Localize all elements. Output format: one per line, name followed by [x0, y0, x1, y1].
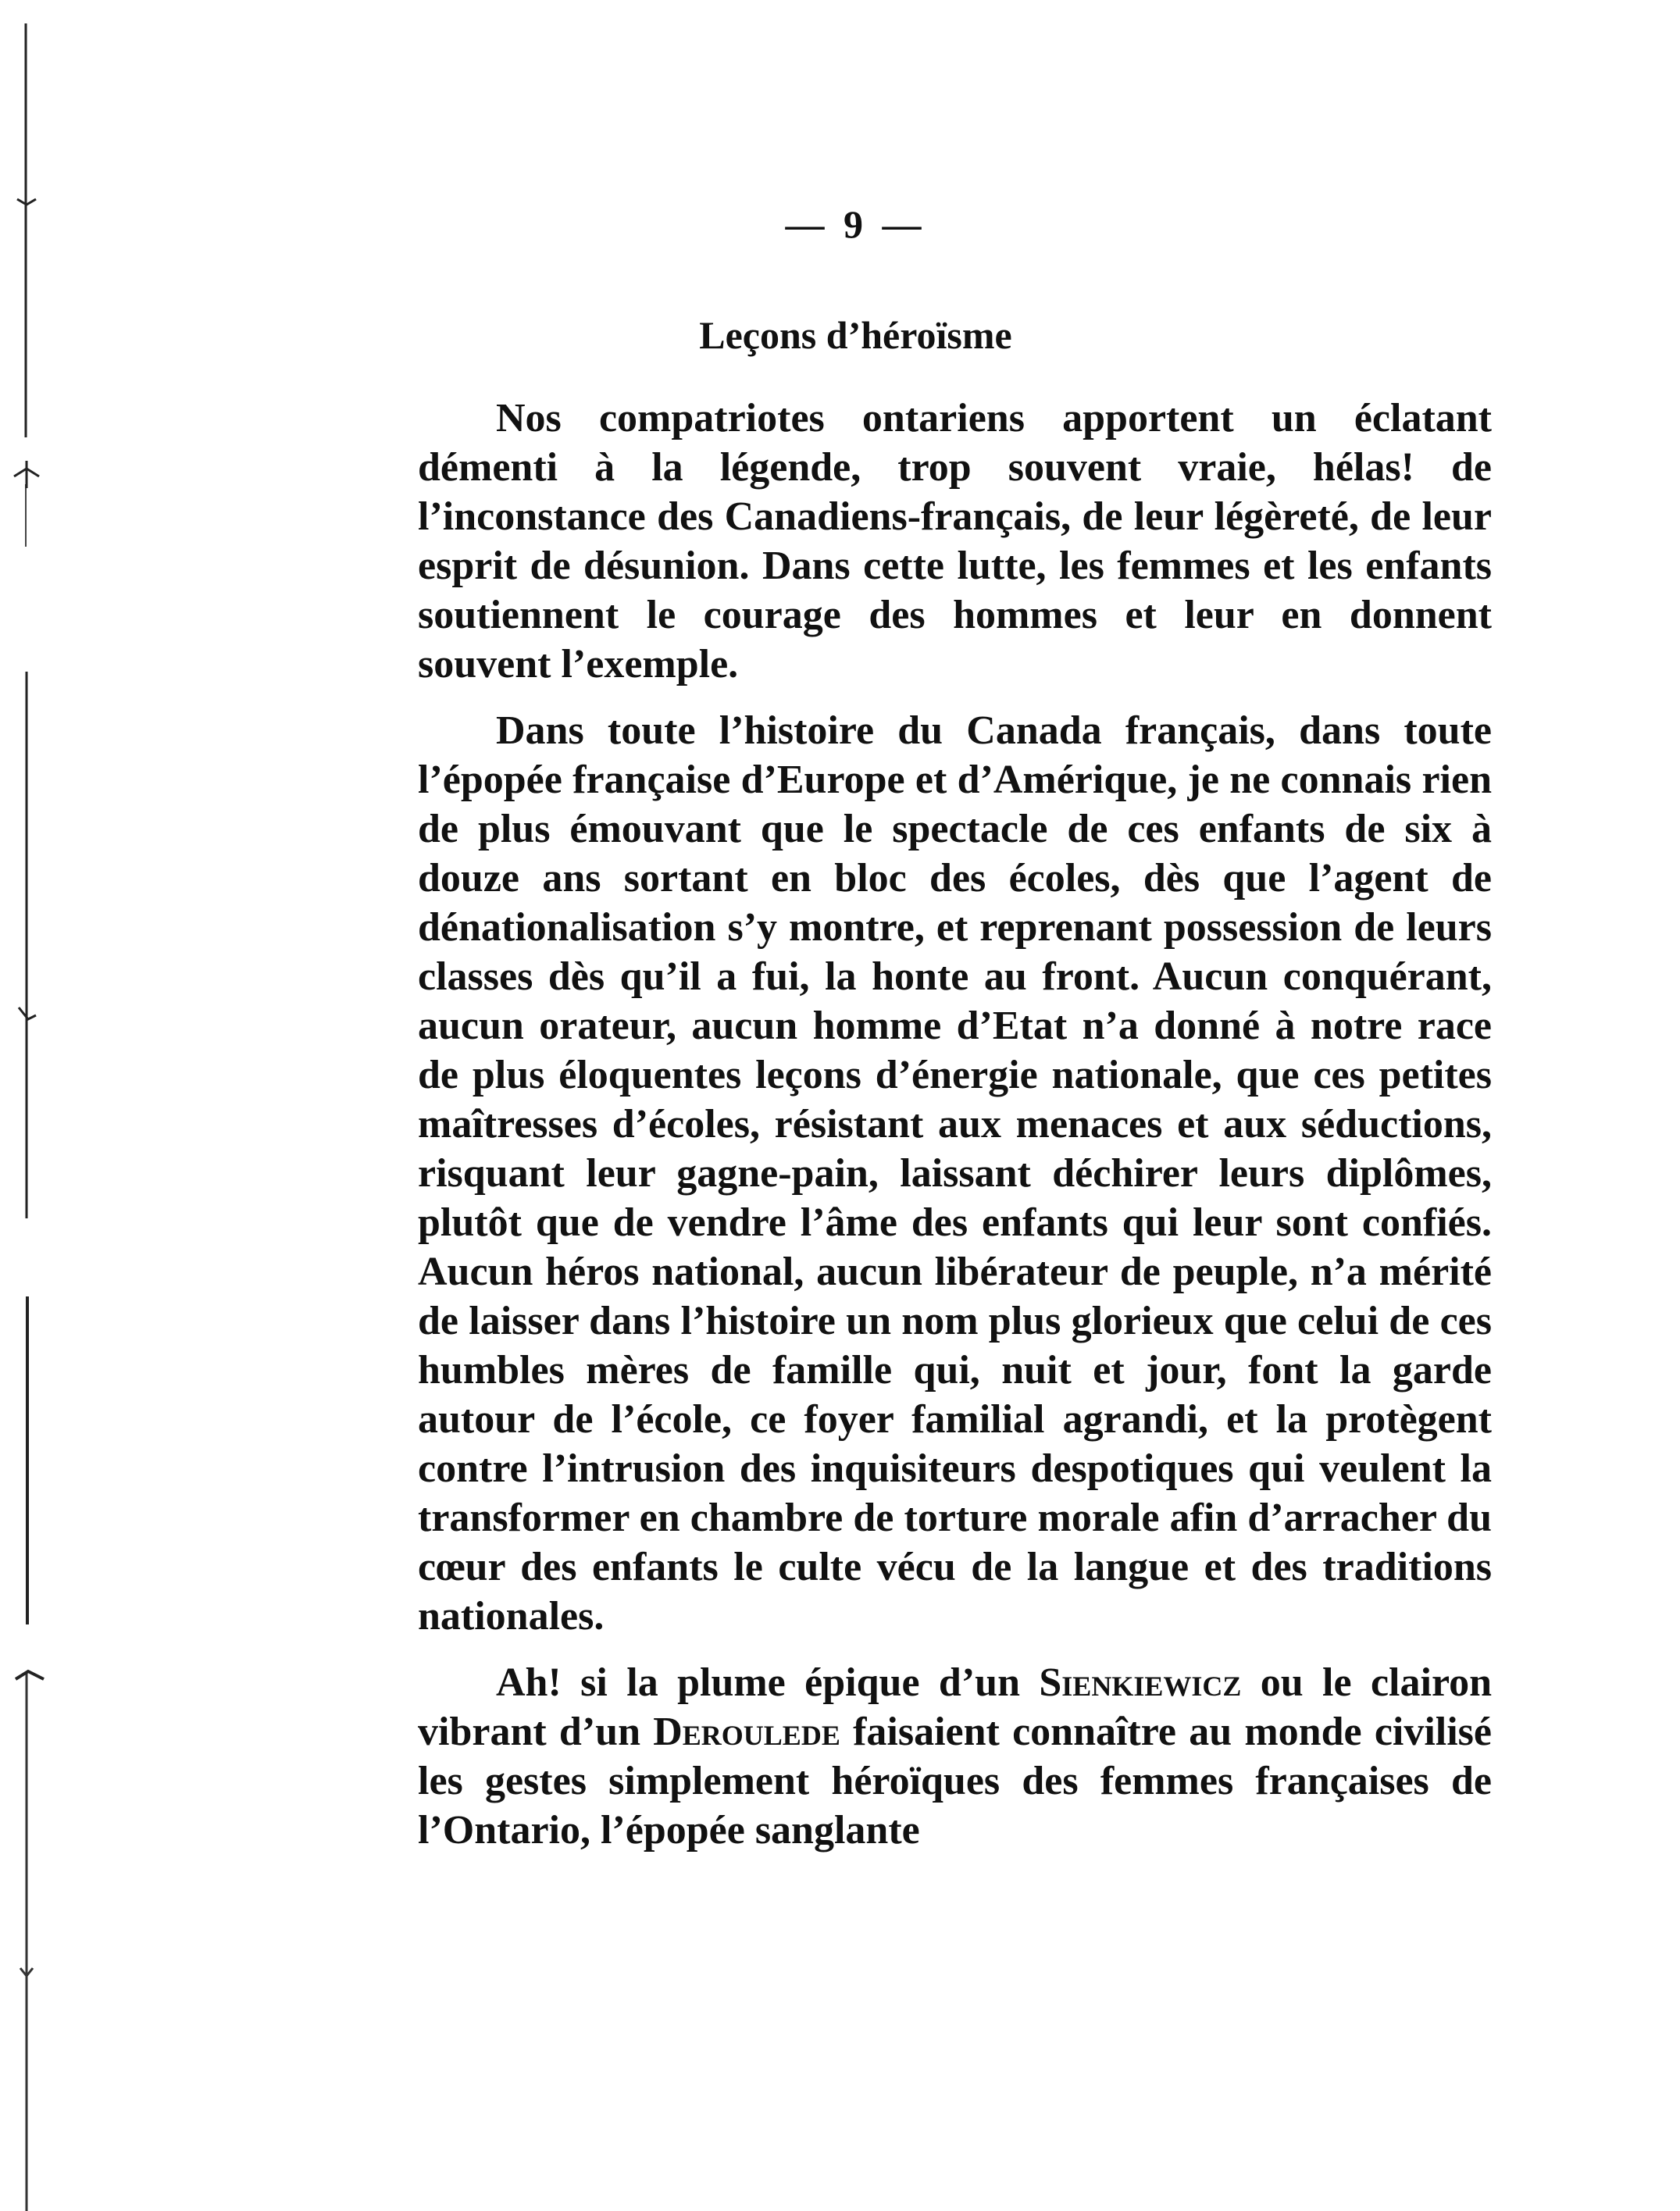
body-text: [418, 394, 1492, 1872]
section-title: Leçons d’héroïsme: [699, 313, 1012, 357]
paragraph-2: Dans toute l’histoire du Canada français, dans toute l’épopée française d’Europe et d’Amérique, je ne connais rien de plus émouvant que le spectacle de ces enfants de six à douze ans sortant en bloc des écoles, dès que l’agent de dénationalisation s’y montre, et reprenant possession de leurs classes dès qu’il a fui, la honte au front. Aucun conquérant, aucun orateur, aucun homme d’Etat n’a donné à notre race de plus éloquentes leçons d’énergie nationale, que ces petites maîtresses d’écoles, résistant aux menaces et aux séductions, risquant leur gagne-pain, laissant déchirer leurs diplômes, plutôt que de vendre l’âme des enfants qui leur sont confiés. Aucun héros national, aucun libérateur de peuple, n’a mérité de laisser dans l’histoire un nom plus glorieux que celui de ces humbles mères de famille qui, nuit et jour, font la garde autour de l’école, ce foyer familial agrandi, et la protègent contre l’intrusion des inquisiteurs despotiques qui veulent la transformer en chambre de torture morale afin d’arracher du cœur des enfants le culte vécu de la langue et des traditions nationales.: [418, 708, 1492, 1639]
page-number: — 9 —: [785, 202, 926, 246]
author-name-sienkiewicz: Sienkiewicz: [1039, 1660, 1242, 1705]
paragraph-3-lead: Ah! si la plume épique d’un: [496, 1660, 1040, 1705]
paragraph-3: [418, 1658, 1492, 1855]
paragraph-1: Nos compatriotes ontariens apportent un éclatant démenti à la légende, trop souvent vraie, hélas! de l’inconstance des Canadiens-français, de leur légèreté, de leur esprit de désunion. Dans cette lutte, les femmes et les enfants soutiennent le courage des hommes et leur en donnent souvent l’exemple.: [418, 396, 1492, 686]
paragraph-3-middle: ou le clairon vibrant d’un: [418, 1660, 1493, 1754]
author-name-deroulede: Deroulede: [653, 1710, 840, 1754]
paragraph-3-tail: faisaient connaître au monde civilisé les gestes simplement héroïques des femmes françaises de l’Ontario, l’épopée sanglante: [418, 1710, 1493, 1853]
